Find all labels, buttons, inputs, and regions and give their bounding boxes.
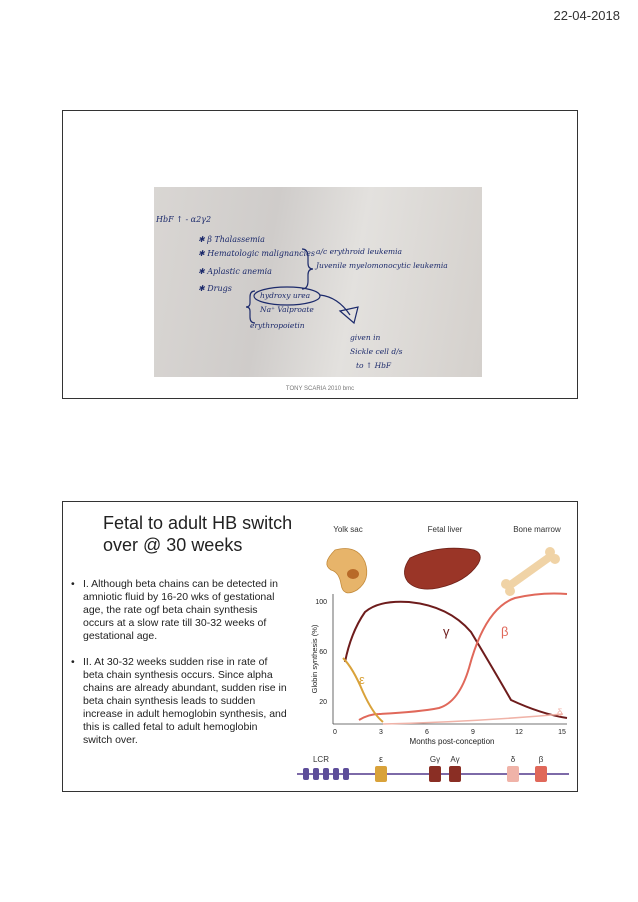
note-line: erythropoietin xyxy=(250,321,305,330)
bullet-item: • I. Although beta chains can be detected in amniotic fluid by 16-20 wks of gestational age, the rate ogf beta chain synthesis occurs at a slow rate till 30-32 weeks of gestational age. xyxy=(71,578,278,642)
lcr-site xyxy=(333,768,339,780)
delta-label: δ xyxy=(557,708,563,719)
beta-curve xyxy=(359,594,567,721)
x-tick-label: 9 xyxy=(471,729,475,736)
delta-gene xyxy=(507,766,519,782)
gene-label: δ xyxy=(510,755,516,764)
note-line: Juvenile myelomonocytic leukemia xyxy=(316,261,448,270)
x-tick-label: 12 xyxy=(515,729,523,736)
gene-label: Gγ xyxy=(429,755,441,764)
gene-label: LCR xyxy=(312,755,330,764)
note-line: to ↑ HbF xyxy=(356,361,392,370)
note-line: ✱ β Thalassemia xyxy=(198,235,265,244)
lcr-site xyxy=(303,768,309,780)
a-gamma-gene xyxy=(449,766,461,782)
slide-title: Fetal to adult HB switch over @ 30 weeks xyxy=(103,513,293,555)
gene-label: β xyxy=(538,755,544,764)
beta-gene xyxy=(535,766,547,782)
lcr-site xyxy=(323,768,329,780)
bullet-list xyxy=(69,578,289,747)
note-line: ✱ Drugs xyxy=(198,284,232,293)
epsilon-curve xyxy=(343,658,383,722)
x-tick-label: 3 xyxy=(379,729,383,736)
gamma-curve xyxy=(345,602,567,718)
organ-label: Bone marrow xyxy=(513,525,561,534)
x-tick-label: 0 xyxy=(333,729,337,736)
lcr-site xyxy=(343,768,349,780)
gene-label: ε xyxy=(378,754,384,764)
fetal-liver-image xyxy=(404,548,480,589)
note-line: Sickle cell d/s xyxy=(350,347,403,356)
arrow-head xyxy=(340,307,358,323)
image-credit: TONY SCARIA 2010 bmc xyxy=(285,386,355,392)
globin-synthesis-figure xyxy=(287,512,577,792)
g-gamma-gene xyxy=(429,766,441,782)
organ-label: Yolk sac xyxy=(333,525,363,534)
note-line: given in xyxy=(350,333,381,342)
note-line: Na⁺ Valproate xyxy=(260,305,314,314)
epsilon-gene xyxy=(375,766,387,782)
bone-image xyxy=(501,547,560,596)
y-tick-label: 60 xyxy=(319,649,327,656)
gamma-label: γ xyxy=(443,624,450,639)
bullet-item: • II. At 30-32 weeks sudden rise in rate of beta chain synthesis occurs. Since alpha chains are already abundant, sudden rise in beta chain synthesis leads to sudden increase in adult hemoglobin synthesis, and this is called fetal to adult hemoglobin switch over. xyxy=(71,656,287,746)
handwritten-notes-photo xyxy=(154,187,482,377)
slide-hb-switch xyxy=(62,501,578,792)
x-tick-label: 15 xyxy=(558,729,566,736)
epsilon-label: ε xyxy=(359,672,365,687)
note-line: ✱ Hematologic malignancies xyxy=(198,249,315,258)
x-axis-label: Months post-conception xyxy=(409,737,495,746)
y-axis-label: Globin synthesis (%) xyxy=(310,624,319,694)
note-line: hydroxy urea xyxy=(260,291,311,300)
note-line: a/c erythroid leukemia xyxy=(316,247,403,256)
lcr-site xyxy=(313,768,319,780)
gene-label: Aγ xyxy=(450,755,460,764)
slide-date: 22-04-2018 xyxy=(553,8,620,23)
arrow-line xyxy=(320,295,350,315)
beta-label: β xyxy=(501,624,509,639)
yolk-sac-image xyxy=(327,549,367,593)
y-tick-label: 20 xyxy=(319,699,327,706)
delta-curve xyxy=(383,714,563,724)
y-tick-label: 100 xyxy=(315,599,327,606)
x-tick-label: 6 xyxy=(425,729,429,736)
note-line: HbF ↑ - α2γ2 xyxy=(156,215,212,224)
slide-handwritten-notes xyxy=(62,110,578,399)
note-line: ✱ Aplastic anemia xyxy=(198,267,272,276)
organ-label: Fetal liver xyxy=(427,525,463,534)
